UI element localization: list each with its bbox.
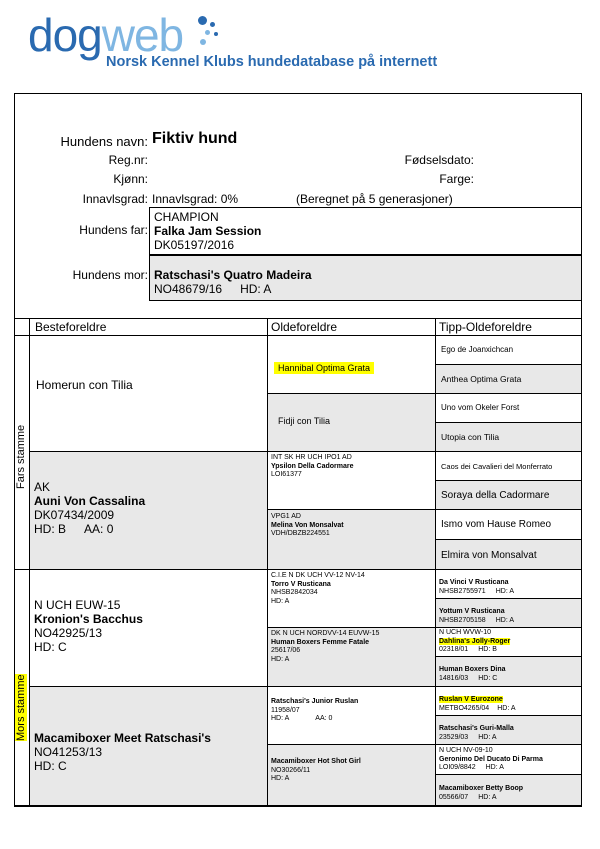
grandparent-4	[29, 686, 268, 806]
father-reg: DK05197/2016	[154, 238, 235, 252]
gp2-hd: HD: B	[34, 522, 67, 536]
ggp3-reg: LOI61377	[271, 471, 302, 478]
gg-grandparent-5	[435, 451, 582, 481]
header-corner	[14, 318, 30, 336]
gp3-reg: NO42925/13	[34, 626, 103, 640]
great-grandparent-7	[267, 686, 436, 745]
ggp8-hd: HD: A	[271, 775, 290, 782]
ggp2-name: Fidji con Tilia	[278, 416, 331, 426]
mother-reg: NO48679/16	[154, 282, 223, 296]
g10-name: Yottum V Rusticana	[439, 608, 505, 615]
great-grandparent-3	[267, 451, 436, 510]
ggp4-name: Melina Von Monsalvat	[271, 521, 344, 529]
birth-label: Fødselsdato:	[404, 153, 474, 167]
gg-grandparent-3	[435, 393, 582, 423]
logo-dog-text: dog	[28, 9, 102, 61]
gp2-aa: AA: 0	[84, 522, 114, 536]
ggp5-title: C.I.E N DK UCH VV-12 NV-14	[271, 572, 365, 579]
g16-hd: HD: A	[478, 793, 497, 801]
g11-hd: HD: B	[478, 646, 497, 653]
g11-title: N UCH WVW-10	[439, 629, 491, 636]
grandparent-2	[29, 451, 268, 570]
g14-hd: HD: A	[478, 733, 497, 741]
g2-name: Anthea Optima Grata	[441, 374, 522, 384]
g5-name: Caos dei Cavalieri del Monferrato	[441, 462, 553, 471]
g16-name: Macamiboxer Betty Boop	[439, 785, 524, 792]
great-grandparent-6	[267, 627, 436, 687]
dog-name: Fiktiv hund	[152, 130, 238, 147]
gg-grandparent-8	[435, 539, 582, 570]
g9-name: Da Vinci V Rusticana	[439, 579, 509, 586]
gg-grandparent-6	[435, 480, 582, 510]
g13-reg: METBO4265/04	[439, 704, 490, 712]
name-label: Hundens navn:	[60, 134, 148, 149]
father-label: Hundens far:	[79, 223, 148, 237]
inbreed-value: Innavlsgrad: 0%	[152, 192, 239, 206]
father-box	[149, 207, 582, 255]
header-great-grandparents: Oldeforeldre	[267, 318, 436, 336]
inbreed-label: Innavlsgrad:	[82, 192, 148, 206]
ggp5-hd: HD: A	[271, 597, 290, 605]
ggp8-name: Macamiboxer Hot Shot Girl	[271, 758, 361, 765]
ggp7-reg: 11958/07	[271, 706, 300, 714]
gp4-reg: NO41253/13	[34, 745, 103, 759]
great-grandparent-8	[267, 744, 436, 806]
mother-name: Ratschasi's Quatro Madeira	[154, 268, 312, 282]
ggp7-aa: AA: 0	[315, 715, 333, 722]
g3-name: Uno vom Okeler Forst	[441, 403, 520, 412]
logo-subtitle: Norsk Kennel Klubs hundedatabase på internett	[106, 54, 438, 70]
great-grandparent-1	[267, 335, 436, 394]
reg-label: Reg.nr:	[108, 153, 148, 167]
ggp7-hd: HD: A	[271, 715, 290, 722]
g10-hd: HD: A	[495, 616, 514, 624]
g12-name: Human Boxers Dina	[439, 666, 506, 673]
gp3-title: N UCH EUW-15	[34, 598, 121, 612]
great-grandparent-4	[267, 509, 436, 570]
g15-title: N UCH NV-09-10	[439, 747, 493, 754]
gp2-reg: DK07434/2009	[34, 508, 115, 522]
gp3-hd: HD: C	[34, 640, 67, 654]
ggp1-name: Hannibal Optima Grata	[274, 362, 374, 374]
header-great-great-grandparents: Tipp-Oldeforeldre	[435, 318, 582, 336]
mother-label: Hundens mor:	[72, 268, 148, 282]
gg-grandparent-14	[435, 715, 582, 745]
g14-reg: 23529/03	[439, 733, 469, 741]
gg-grandparent-12	[435, 656, 582, 687]
ggp4-reg: VDH/DBZB224551	[271, 530, 330, 537]
g9-hd: HD: A	[495, 587, 514, 595]
ggp7-name: Ratschasi's Junior Ruslan	[271, 698, 359, 705]
gg-grandparent-16	[435, 774, 582, 806]
ggp6-reg: 25617/06	[271, 647, 301, 654]
g15-name: Geronimo Del Ducato Di Parma	[439, 755, 543, 763]
gp4-hd: HD: C	[34, 759, 67, 773]
gp2-title: AK	[34, 480, 51, 494]
gp2-name: Auni Von Cassalina	[34, 494, 146, 508]
g9-reg: NHSB2755971	[439, 587, 486, 595]
color-label: Farge:	[439, 172, 474, 186]
father-name: Falka Jam Session	[154, 224, 262, 238]
great-grandparent-5	[267, 569, 436, 628]
ggp6-title: DK N UCH NORDVV-14 EUVW-15	[271, 630, 380, 637]
ggp6-name: Human Boxers Femme Fatale	[271, 638, 370, 646]
gg-grandparent-4	[435, 422, 582, 452]
inbreed-note: (Beregnet på 5 generasjoner)	[296, 192, 453, 206]
sex-label: Kjønn:	[113, 172, 148, 186]
g11-reg: 02318/01	[439, 646, 469, 653]
gp3-name: Kronion's Bacchus	[34, 612, 143, 626]
gg-grandparent-9	[435, 569, 582, 599]
g13-hd: HD: A	[497, 704, 516, 712]
gg-grandparent-13	[435, 686, 582, 716]
grandparent-1	[29, 335, 268, 452]
ggp8-reg: NO30266/11	[271, 766, 311, 774]
ggp3-name: Ypsilon Della Cadormare	[271, 462, 354, 470]
father-title: CHAMPION	[154, 210, 219, 224]
logo-dots-icon	[196, 14, 226, 50]
ggp4-title: VPG1 AD	[271, 513, 301, 520]
gp1-name: Homerun con Tilia	[36, 378, 133, 392]
gg-grandparent-10	[435, 598, 582, 628]
ggp5-reg: NHSB2842034	[271, 589, 318, 596]
g8-name: Elmira von Monsalvat	[441, 550, 537, 561]
g10-reg: NHSB2705158	[439, 616, 486, 624]
g12-reg: 14816/03	[439, 674, 469, 682]
mother-box	[149, 255, 582, 301]
grandparent-3	[29, 569, 268, 687]
header-grandparents: Besteforeldre	[29, 318, 268, 336]
g16-reg: 05566/07	[439, 793, 469, 801]
gg-grandparent-1	[435, 335, 582, 365]
logo-wordmark	[28, 10, 183, 60]
g12-hd: HD: C	[478, 674, 498, 682]
g13-name: Ruslan V Eurozone	[439, 696, 503, 703]
g15-hd: HD: A	[485, 764, 504, 771]
g14-name: Ratschasi's Guri-Malla	[439, 725, 514, 732]
gg-grandparent-2	[435, 364, 582, 394]
g4-name: Utopia con Tilia	[441, 432, 500, 442]
father-side-label: Fars stamme	[15, 424, 27, 489]
ggp6-hd: HD: A	[271, 655, 290, 663]
mother-hd: HD: A	[240, 282, 272, 296]
gg-grandparent-15	[435, 744, 582, 775]
ggp5-name: Torro V Rusticana	[271, 580, 331, 588]
g15-reg: LOI09/8842	[439, 764, 476, 771]
gp4-name: Macamiboxer Meet Ratschasi's	[34, 731, 211, 745]
ggp3-title: INT SK HR UCH IPO1 AD	[271, 454, 352, 461]
logo-web-text: web	[101, 9, 184, 61]
gg-grandparent-7	[435, 509, 582, 540]
g7-name: Ismo vom Hause Romeo	[441, 519, 552, 530]
mother-side-label: Mors stamme	[15, 674, 27, 741]
great-grandparent-2	[267, 393, 436, 452]
gg-grandparent-11	[435, 627, 582, 657]
g11-name: Dahlina's Jolly-Roger	[439, 637, 511, 645]
g6-name: Soraya della Cadormare	[441, 490, 550, 501]
g1-name: Ego de Joanxichcan	[441, 345, 514, 354]
